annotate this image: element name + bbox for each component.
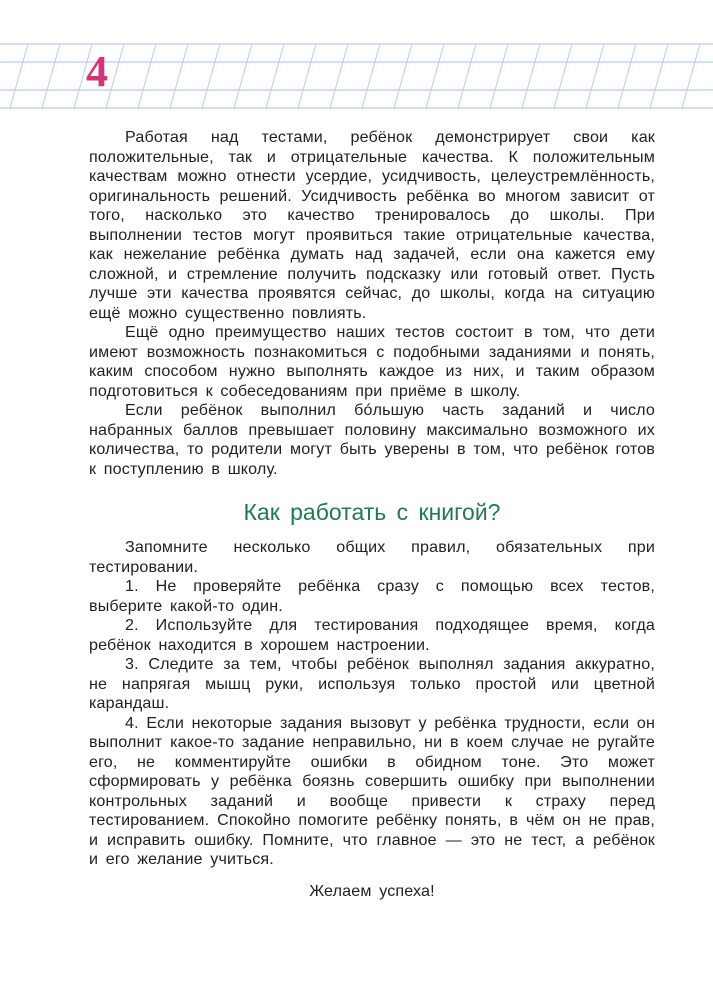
ruling-slant-line <box>522 44 540 108</box>
page-number: 4 <box>86 47 108 96</box>
ruling-slant-line <box>10 44 28 108</box>
ruling-slant-line <box>618 44 636 108</box>
ruling-slant-line <box>106 44 124 108</box>
ruling-slant-line <box>266 44 284 108</box>
ruling-slant-line <box>426 44 444 108</box>
ruling-slant-line <box>554 44 572 108</box>
rule-3: 3. Следите за тем, чтобы ребёнок выполнял задания аккуратно, не напрягая мышц руки, используя только простой или цветной карандаш. <box>89 655 655 712</box>
ruling-slant-line <box>490 44 508 108</box>
ruling-slant-line <box>394 44 412 108</box>
intro-paragraph-2: Ещё одно преимущество наших тестов состоит в том, что дети имеют возможность познакомиться с подобными заданиями и понять, каким способом нужно выполнять каждое из них, и таким образом подготовиться к собеседованиям при приёме в школу. <box>89 323 655 400</box>
rule-2: 2. Используйте для тестирования подходящее время, когда ребёнок находится в хорошем настроении. <box>89 616 655 654</box>
section-intro: Запомните несколько общих правил, обязательных при тестировании. <box>89 538 655 576</box>
closing-wish: Желаем успеха! <box>309 881 435 900</box>
ruling-slant-line <box>234 44 252 108</box>
rule-1: 1. Не проверяйте ребёнка сразу с помощью всех тестов, выберите какой-то один. <box>89 577 655 615</box>
section-title: Как работать с книгой? <box>243 499 501 525</box>
ruling-slant-line <box>682 44 700 108</box>
ruling-slant-line <box>362 44 380 108</box>
ruling-slant-line <box>170 44 188 108</box>
ruling-slant-line <box>586 44 604 108</box>
ruling-slant-line <box>202 44 220 108</box>
page-content <box>89 128 655 901</box>
ruling-slant-line <box>458 44 476 108</box>
intro-paragraph-1: Работая над тестами, ребёнок демонстрирует свои как положительные, так и отрицательные качества. К положительным качествам можно отнести усердие, усидчивость, целеустремлённость, оригинальность решений. Усидчивость ребёнка во многом зависит от того, насколько это качество тренировалось до школы. При выполнении тестов могут проявиться такие отрицательные качества, как нежелание ребёнка думать над задачей, если она кажется ему сложной, и стремление получить подсказку или готовый ответ. Пусть лучше эти качества проявятся сейчас, до школы, когда на ситуацию ещё можно существенно повлиять. <box>89 128 655 322</box>
rule-4: 4. Если некоторые задания вызовут у ребёнка трудности, если он выполнит какое-то задание неправильно, ни в коем случае не ругайте его, не комментируйте ошибки в обидном тоне. Это может сформировать у ребёнка боязнь совершить ошибку при выполнении контрольных заданий и вообще привести к страху перед тестированием. Спокойно помогите ребёнку понять, в чём он не прав, и исправить ошибку. Помните, что главное — это не тест, а ребёнок и его желание учиться. <box>89 713 655 868</box>
ruling-slant-line <box>650 44 668 108</box>
ruling-slant-line <box>138 44 156 108</box>
ruling-slant-line <box>298 44 316 108</box>
ruling-slant-line <box>42 44 60 108</box>
ruling-slant-line <box>330 44 348 108</box>
intro-paragraph-3: Если ребёнок выполнил бóльшую часть заданий и число набранных баллов превышает половину максимально возможного их количества, то родители могут быть уверены в том, что ребёнок готов к поступлению в школу. <box>89 401 655 478</box>
